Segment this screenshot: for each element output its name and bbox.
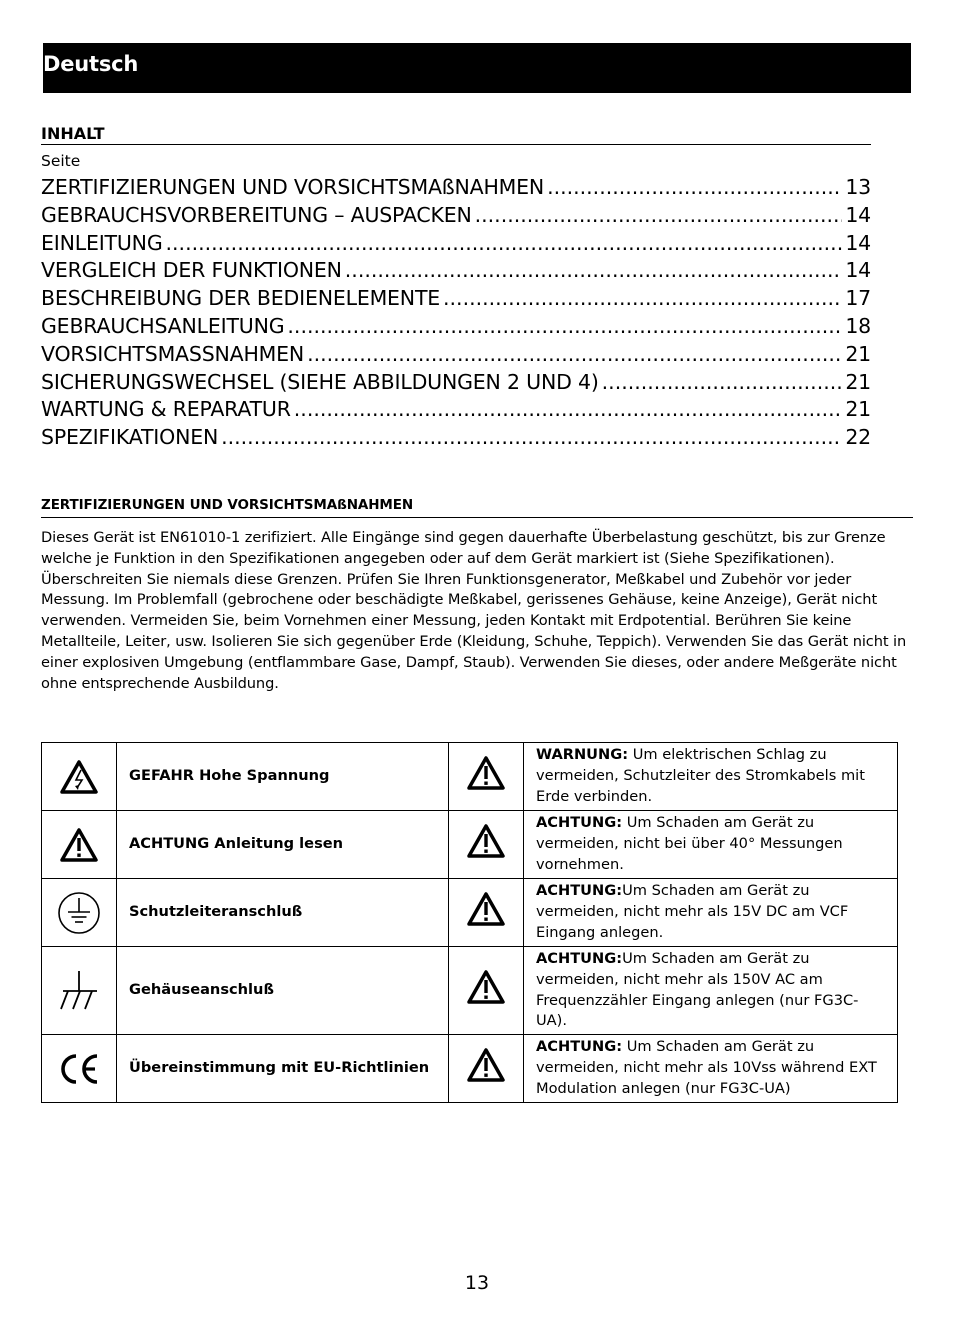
symbol-label: ACHTUNG Anleitung lesen — [117, 811, 449, 879]
toc-entry[interactable] — [41, 370, 871, 398]
symbol-cell — [449, 811, 524, 879]
table-of-contents — [41, 175, 871, 453]
toc-entry-page: 21 — [845, 341, 871, 366]
toc-entry[interactable] — [41, 314, 871, 342]
chassis-ground-icon — [55, 969, 103, 1013]
symbol-cell — [42, 1035, 117, 1103]
language-title: Deutsch — [43, 52, 139, 76]
warning-description: ACHTUNG: Um Schaden am Gerät zu vermeiden, nicht mehr als 10Vss während EXT Modulation anlegen (nur FG3C-UA) — [524, 1035, 898, 1103]
toc-entry-title: GEBRAUCHSANLEITUNG — [41, 313, 285, 338]
symbol-cell — [449, 879, 524, 947]
symbol-cell — [42, 743, 117, 811]
section-heading: ZERTIFIZIERUNGEN UND VORSICHTSMAßNAHMEN — [41, 497, 913, 518]
toc-entry-page: 22 — [845, 425, 871, 450]
symbol-cell — [42, 879, 117, 947]
caution-exclamation-icon — [466, 1047, 506, 1083]
toc-entry[interactable] — [41, 425, 871, 453]
toc-heading: INHALT — [41, 124, 871, 145]
toc-entry-title: WARTUNG & REPARATUR — [41, 397, 291, 422]
symbol-cell — [449, 1035, 524, 1103]
toc-entry[interactable] — [41, 397, 871, 425]
warning-description: ACHTUNG:Um Schaden am Gerät zu vermeiden, nicht mehr als 150V AC am Frequenzzähler Eingang anlegen (nur FG3C-UA). — [524, 947, 898, 1035]
toc-page-column-label: Seite — [41, 152, 81, 170]
toc-entry-title: BESCHREIBUNG DER BEDIENELEMENTE — [41, 286, 441, 311]
toc-entry[interactable] — [41, 258, 871, 286]
page-number: 13 — [464, 1272, 490, 1294]
toc-entry-page: 13 — [845, 175, 871, 199]
caution-exclamation-icon — [466, 969, 506, 1005]
toc-entry-page: 18 — [845, 313, 871, 338]
ce-mark-icon — [56, 1052, 102, 1086]
symbol-label: GEFAHR Hohe Spannung — [117, 743, 449, 811]
symbol-cell — [42, 811, 117, 879]
warning-description: WARNUNG: Um elektrischen Schlag zu vermeiden, Schutzleiter des Stromkabels mit Erde verbinden. — [524, 743, 898, 811]
table-row — [42, 811, 898, 879]
table-row — [42, 1035, 898, 1103]
caution-exclamation-icon — [466, 823, 506, 859]
warning-description: ACHTUNG: Um Schaden am Gerät zu vermeiden, nicht bei über 40° Messungen vornehmen. — [524, 811, 898, 879]
symbol-label: Übereinstimmung mit EU-Richtlinien — [117, 1035, 449, 1103]
warning-description: ACHTUNG:Um Schaden am Gerät zu vermeiden, nicht mehr als 15V DC am VCF Eingang anlegen. — [524, 879, 898, 947]
table-row — [42, 947, 898, 1035]
table-row — [42, 879, 898, 947]
symbol-cell — [449, 947, 524, 1035]
toc-entry-title: SPEZIFIKATIONEN — [41, 425, 219, 450]
toc-entry-title: GEBRAUCHSVORBEREITUNG – AUSPACKEN — [41, 202, 472, 227]
toc-entry[interactable] — [41, 286, 871, 314]
toc-entry[interactable] — [41, 175, 871, 203]
toc-entry[interactable] — [41, 203, 871, 231]
protective-earth-icon — [56, 890, 102, 936]
toc-entry-title: VERGLEICH DER FUNKTIONEN — [41, 258, 342, 283]
toc-entry-page: 21 — [845, 397, 871, 422]
toc-entry-page: 21 — [845, 369, 871, 394]
toc-entry-page: 17 — [845, 286, 871, 311]
symbol-cell — [449, 743, 524, 811]
toc-entry-page: 14 — [845, 202, 871, 227]
toc-entry-title: ZERTIFIZIERUNGEN UND VORSICHTSMAßNAHMEN — [41, 175, 545, 199]
toc-entry-title: VORSICHTSMASSNAHMEN — [41, 341, 305, 366]
symbol-label: Schutzleiteranschluß — [117, 879, 449, 947]
section-paragraph: Dieses Gerät ist EN61010-1 zerifiziert. Alle Eingänge sind gegen dauerhafte Überbelastung geschützt, bis zur Grenze welche je Funktion in den Spezifikationen angegeben oder auf dem Gerät markiert ist (Siehe Spezifikationen). Überschreiten Sie niemals diese Grenzen. Prüfen Sie Ihren Funktionsgenerator, Meßkabel und Zubehör vor jeder Messung. Im Problemfall (gebrochene oder beschädigte Meßkabel, gerissenes Gehäuse, keine Anzeige), Gerät nicht verwenden. Vermeiden Sie, beim Vornehmen einer Messung, jeden Kontakt mit Erdpotential. Berühren Sie keine Metallteile, Leiter, usw. Isolieren Sie sich gegenüber Erde (Kleidung, Schuhe, Teppich). Verwenden Sie das Gerät nicht in einer explosiven Umgebung (entflammbare Gase, Dampf, Staub). Verwenden Sie dieses, oder andere Meßgeräte nicht ohne entsprechende Ausbildung. — [41, 529, 907, 692]
toc-entry-page: 14 — [845, 258, 871, 283]
caution-exclamation-icon — [466, 755, 506, 791]
toc-entry-title: EINLEITUNG — [41, 230, 163, 255]
caution-exclamation-icon — [59, 827, 99, 863]
caution-exclamation-icon — [466, 891, 506, 927]
table-row — [42, 743, 898, 811]
toc-entry[interactable] — [41, 342, 871, 370]
safety-symbols-table — [41, 742, 898, 1103]
symbol-label: Gehäuseanschluß — [117, 947, 449, 1035]
toc-entry[interactable] — [41, 231, 871, 259]
toc-entry-page: 14 — [845, 230, 871, 255]
toc-entry-title: SICHERUNGSWECHSEL (SIEHE ABBILDUNGEN 2 UND 4) — [41, 369, 599, 394]
symbol-cell — [42, 947, 117, 1035]
language-header-bar — [43, 43, 911, 93]
high-voltage-warning-icon — [59, 759, 99, 795]
